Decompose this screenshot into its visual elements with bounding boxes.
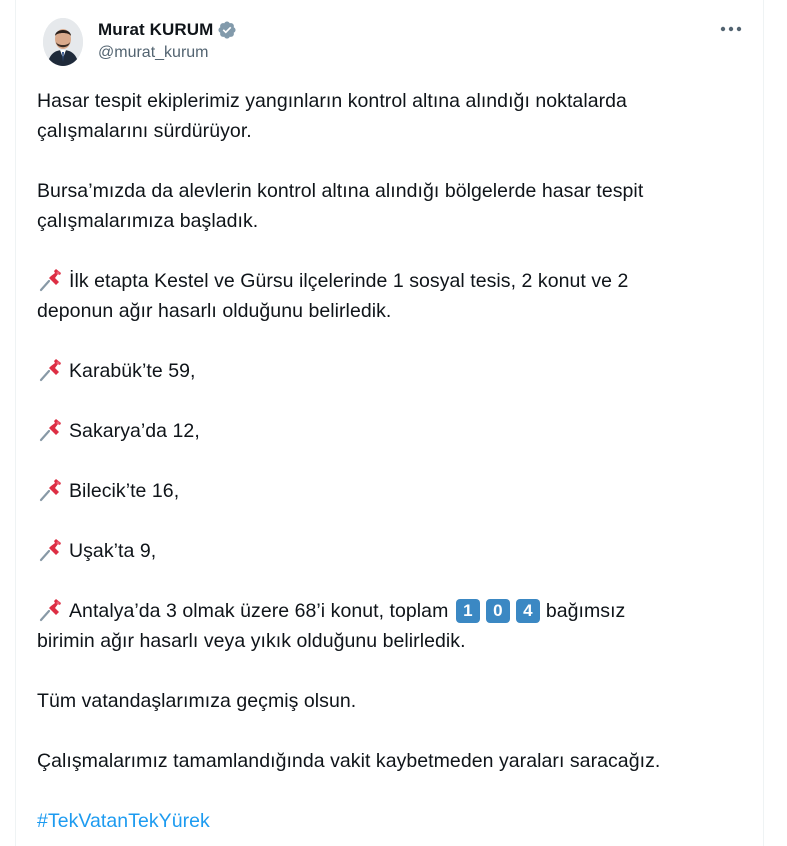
keycap-digit-0: 0 xyxy=(486,599,510,623)
hashtag-link[interactable]: #TekVatanTekYürek xyxy=(37,810,210,832)
tweet-line xyxy=(37,266,749,296)
list-item-text: Karabük’te 59, xyxy=(69,360,196,382)
pushpin-icon xyxy=(37,356,65,382)
tweet-line: deponun ağır hasarlı olduğunu belirledik. xyxy=(37,300,392,322)
list-item xyxy=(37,596,749,626)
profile-photo-icon xyxy=(43,18,83,66)
pushpin-icon xyxy=(37,266,65,292)
list-item-text: Antalya’da 3 olmak üzere 68’i konut, toplam xyxy=(69,600,449,622)
tweet-line: Çalışmalarımız tamamlandığında vakit kaybetmeden yaraları saracağız. xyxy=(37,750,661,772)
tweet-text xyxy=(37,86,749,836)
tweet-line: Hasar tespit ekiplerimiz yangınların kontrol altına alındığı noktalarda xyxy=(37,90,627,112)
verified-badge-icon xyxy=(217,20,237,40)
keycap-digit-4: 4 xyxy=(516,599,540,623)
tweet-line: çalışmalarımıza başladık. xyxy=(37,210,259,232)
list-item xyxy=(37,476,749,506)
tweet-card xyxy=(15,0,764,846)
tweet-line: Tüm vatandaşlarımıza geçmiş olsun. xyxy=(37,690,357,712)
pushpin-icon xyxy=(37,476,65,502)
pushpin-icon xyxy=(37,596,65,622)
list-item-text: Bilecik’te 16, xyxy=(69,480,180,502)
list-item xyxy=(37,416,749,446)
handle[interactable]: @murat_kurum xyxy=(98,44,209,61)
pushpin-icon xyxy=(37,536,65,562)
display-name[interactable]: Murat KURUM xyxy=(98,20,214,39)
list-item xyxy=(37,356,749,386)
tweet-line: birimin ağır hasarlı veya yıkık olduğunu belirledik. xyxy=(37,630,466,652)
tweet-line-text: İlk etapta Kestel ve Gürsu ilçelerinde 1 sosyal tesis, 2 konut ve 2 xyxy=(69,270,629,292)
more-horizontal-icon[interactable] xyxy=(716,18,746,40)
display-name-row xyxy=(98,18,237,42)
avatar[interactable] xyxy=(43,18,83,66)
list-item xyxy=(37,536,749,566)
tweet-line: Bursa’mızda da alevlerin kontrol altına alındığı bölgelerde hasar tespit xyxy=(37,180,644,202)
hashtag-line xyxy=(37,806,749,836)
pushpin-icon xyxy=(37,416,65,442)
list-item-text: Sakarya’da 12, xyxy=(69,420,200,442)
keycap-digit-1: 1 xyxy=(456,599,480,623)
keycap-number xyxy=(456,596,546,626)
list-item-text: bağımsız xyxy=(545,600,626,622)
tweet-line: çalışmalarını sürdürüyor. xyxy=(37,120,252,142)
list-item-text: Uşak’ta 9, xyxy=(69,540,157,562)
